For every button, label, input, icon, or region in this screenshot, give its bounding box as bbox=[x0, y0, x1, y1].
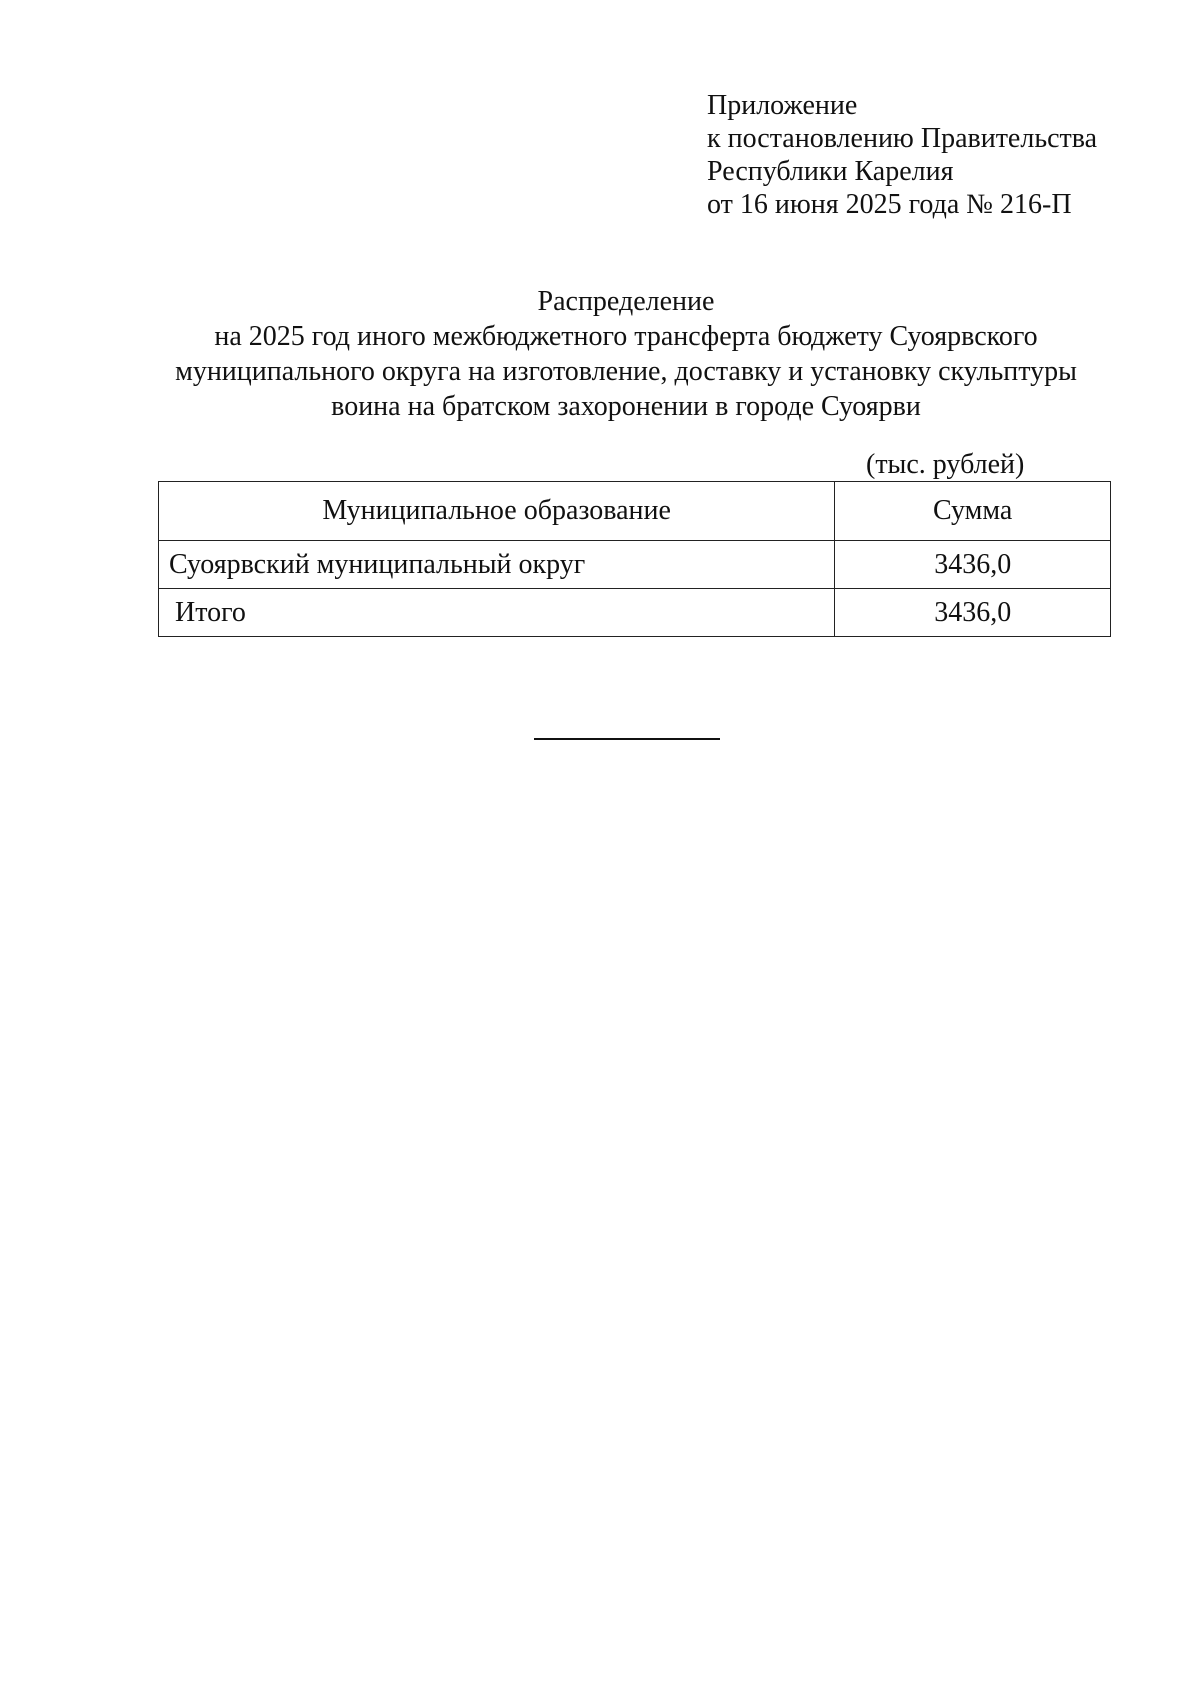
cell-sum: 3436,0 bbox=[835, 541, 1111, 589]
appendix-line: Приложение bbox=[707, 90, 858, 121]
cell-total-sum: 3436,0 bbox=[835, 589, 1111, 637]
header-municipality: Муниципальное образование bbox=[159, 482, 835, 541]
cell-municipality: Суоярвский муниципальный округ bbox=[159, 541, 835, 589]
title-line: на 2025 год иного межбюджетного трансферта бюджету Суоярвского bbox=[214, 321, 1038, 352]
title-line: муниципального округа на изготовление, доставку и установку скульптуры bbox=[175, 356, 1077, 387]
document-title bbox=[120, 284, 1132, 424]
appendix-line: Республики Карелия bbox=[707, 156, 954, 187]
table-total-row bbox=[159, 589, 1111, 637]
appendix-line: к постановлению Правительства bbox=[707, 123, 1098, 154]
appendix-note bbox=[707, 89, 1097, 221]
table-header-row bbox=[159, 482, 1111, 541]
header-sum: Сумма bbox=[835, 482, 1111, 541]
appendix-date-line: от 16 июня 2025 года № 216-П bbox=[707, 189, 1072, 220]
title-heading: Распределение bbox=[537, 286, 715, 317]
cell-total-label: Итого bbox=[159, 589, 835, 637]
distribution-table bbox=[158, 481, 1111, 637]
table-row bbox=[159, 541, 1111, 589]
closing-divider bbox=[534, 738, 720, 740]
units-label: (тыс. рублей) bbox=[866, 449, 1025, 480]
title-line: воина на братском захоронении в городе Суоярви bbox=[331, 391, 921, 422]
